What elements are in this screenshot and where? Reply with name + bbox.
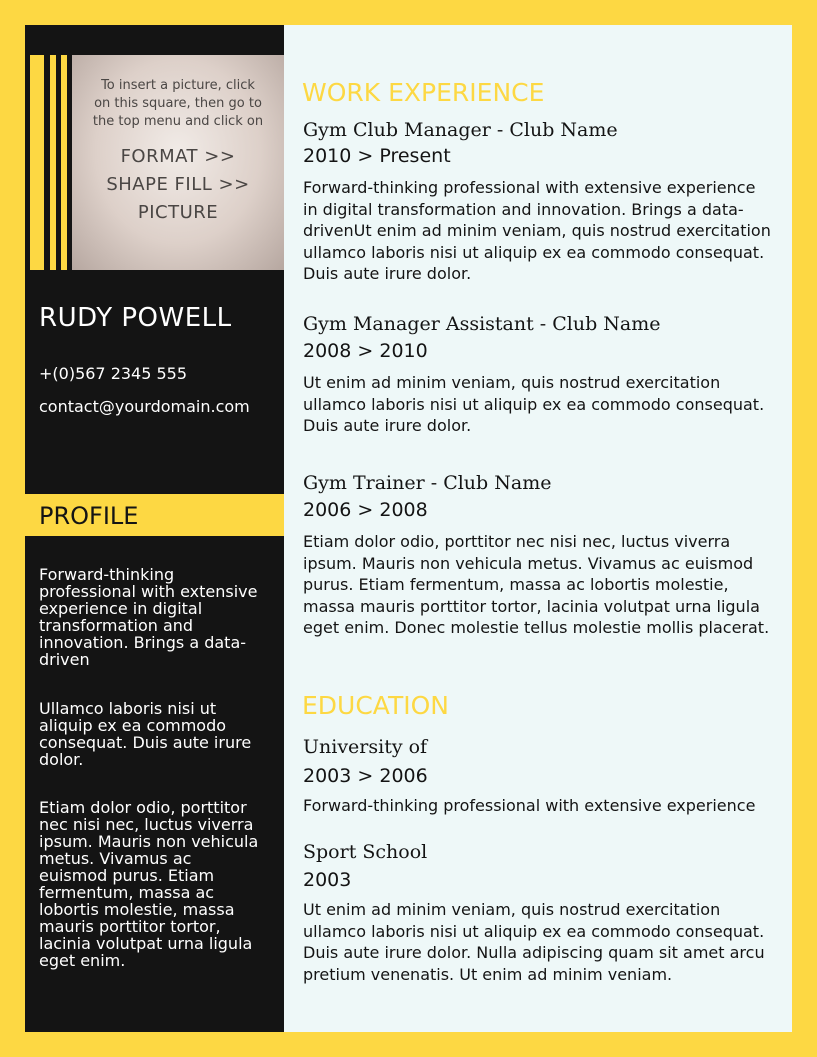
sidebar [25, 25, 284, 1032]
main-content [284, 25, 792, 1032]
photo-instruction [72, 143, 284, 227]
job-dates: 2008 > 2010 [303, 340, 428, 362]
photo-instruction-line: FORMAT >> [120, 146, 236, 167]
photo-instruction-line: PICTURE [137, 202, 219, 223]
profile-header-band [25, 494, 284, 536]
profile-paragraph: Ullamco laboris nisi ut aliquip ex ea commodo consequat. Duis aute irure dolor. [39, 699, 252, 769]
job-title: Gym Club Manager - Club Name [303, 119, 618, 141]
school-name: Sport School [303, 841, 428, 863]
job-description: Ut enim ad minim veniam, quis nostrud exercitation ullamco laboris nisi ut aliquip ex ea commodo consequat. Duis aute irure dolor. [303, 373, 765, 436]
education-heading: EDUCATION [302, 691, 449, 720]
job-description: Etiam dolor odio, porttitor nec nisi nec, luctus viverra ipsum. Mauris non vehicula metus. Vivamus ac euismod purus. Etiam fermentum, massa ac lobortis molestie, massa mauris porttitor tortor, lacinia volutpat urna ligula eget enim. Donec molestie tellus molestie mollis placerat. [303, 532, 770, 638]
photo-instruction-line: SHAPE FILL >> [106, 174, 250, 195]
resume-page [25, 25, 792, 1032]
education-description: Forward-thinking professional with extensive experience [303, 796, 756, 815]
job-dates: 2006 > 2008 [303, 499, 428, 521]
work-experience-heading: WORK EXPERIENCE [302, 78, 545, 107]
school-name: University of [303, 736, 428, 758]
job-title: Gym Trainer - Club Name [303, 472, 552, 494]
accent-bar-thin [50, 55, 56, 270]
job-description: Forward-thinking professional with extensive experience in digital transformation and innovation. Brings a data-drivenUt enim ad minim veniam, quis nostrud exercitation ullamco laboris nisi ut aliquip ex ea commodo consequat. Duis aute irure dolor. [303, 178, 771, 284]
email-address[interactable]: contact@yourdomain.com [39, 397, 250, 416]
education-dates: 2003 > 2006 [303, 765, 428, 787]
accent-bar-thin [61, 55, 67, 270]
photo-hint-text: To insert a picture, click on this square, then go to the top menu and click on [92, 78, 264, 129]
candidate-name: RUDY POWELL [39, 303, 232, 333]
phone-number: +(0)567 2345 555 [39, 364, 188, 383]
profile-heading: PROFILE [39, 502, 139, 530]
accent-bar-wide [30, 55, 44, 270]
job-title: Gym Manager Assistant - Club Name [303, 313, 661, 335]
job-dates: 2010 > Present [303, 145, 451, 167]
education-dates: 2003 [303, 869, 352, 891]
photo-placeholder[interactable] [72, 55, 284, 270]
education-description: Ut enim ad minim veniam, quis nostrud exercitation ullamco laboris nisi ut aliquip ex ea commodo consequat. Duis aute irure dolor. Nulla adipiscing quam sit amet arcu pretium venenatis. Ut enim ad minim veniam. [303, 900, 765, 984]
profile-paragraph: Etiam dolor odio, porttitor nec nisi nec, luctus viverra ipsum. Mauris non vehicula metus. Vivamus ac euismod purus. Etiam fermentum, massa ac lobortis molestie, massa mauris porttitor tortor, lacinia volutpat urna ligula eget enim. [39, 798, 259, 970]
profile-paragraph: Forward-thinking professional with extensive experience in digital transformation and innovation. Brings a data-driven [39, 565, 258, 669]
